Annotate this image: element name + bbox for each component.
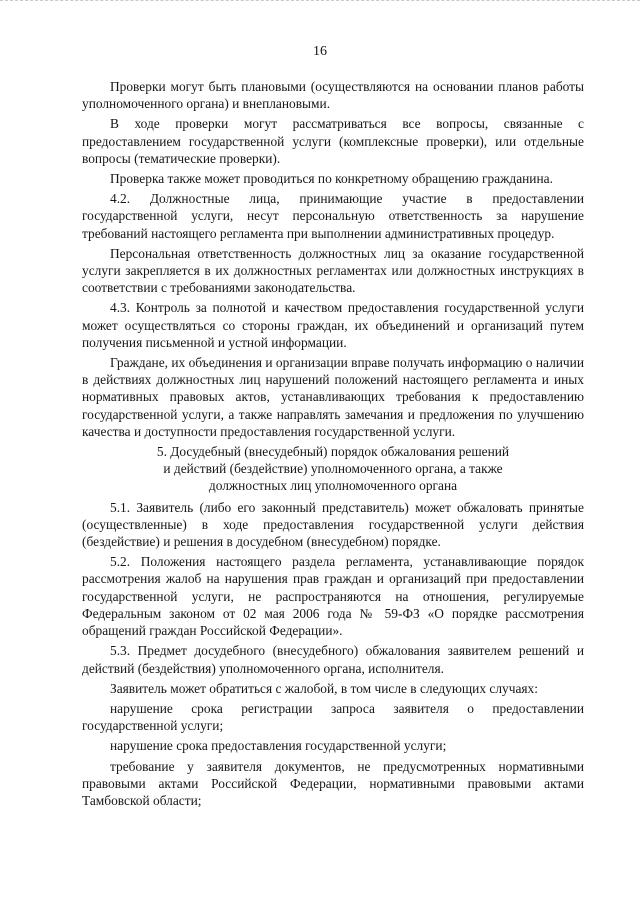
section-title-line: и действий (бездействие) уполномоченного органа, а также <box>163 461 503 477</box>
paragraph: 4.3. Контроль за полнотой и качеством предоставления государственной услуги может осуществляться со стороны граждан, их объединений и организаций путем получения письменной и устной информации. <box>82 300 584 350</box>
list-item: нарушение срока предоставления государственной услуги; <box>110 738 447 754</box>
paragraph: 5.2. Положения настоящего раздела регламента, устанавливающие порядок рассмотрения жалоб на нарушения прав граждан и организаций при предоставлении государственной услуги, не распространяются на отношения, регулируемые Федеральным законом от 02 мая 2006 года № 59-ФЗ «О порядке рассмотрения обращений граждан Российской Федерации». <box>82 554 584 639</box>
page-number: 16 <box>313 44 327 59</box>
paragraph: Проверки могут быть плановыми (осуществляются на основании планов работы уполномоченного органа) и внеплановыми. <box>82 79 584 112</box>
scan-top-edge <box>0 0 640 10</box>
paragraph: Проверка также может проводиться по конкретному обращению гражданина. <box>110 171 553 187</box>
paragraph: 4.2. Должностные лица, принимающие участие в предоставлении государственной услуги, несут персональную ответственность за нарушение требований настоящего регламента при выполнении административных процедур. <box>82 191 584 241</box>
paragraph: 5.1. Заявитель (либо его законный представитель) может обжаловать принятые (осуществленные) в ходе предоставления государственной услуги действия (бездействие) и решения в досудебном (внесудебном) порядке. <box>82 499 584 550</box>
paragraph: В ходе проверки могут рассматриваться все вопросы, связанные с предоставлением государственной услуги (комплексные проверки), или отдельные вопросы (тематические проверки). <box>82 116 584 166</box>
document-body <box>82 78 584 812</box>
section-title-line: 5. Досудебный (внесудебный) порядок обжалования решений <box>156 444 510 460</box>
paragraph: Персональная ответственность должностных лиц за оказание государственной услуги закрепляется в их должностных регламентах или должностных инструкциях в соответствии с требованиями законодательства. <box>82 245 584 296</box>
paragraph: Граждане, их объединения и организации вправе получать информацию о наличии в действиях должностных лиц нарушений положений настоящего регламента и иных нормативных правовых актов, устанавливающих требования к предоставлению государственной услуги, а также направлять замечания и предложения по улучшению качества и доступности предоставления государственной услуги. <box>82 355 584 439</box>
paragraph: Заявитель может обратиться с жалобой, в том числе в следующих случаях: <box>110 680 538 696</box>
paragraph: 5.3. Предмет досудебного (внесудебного) обжалования заявителем решений и действий (бездействия) уполномоченного органа, исполнителя. <box>82 643 584 676</box>
section-title-line: должностных лиц уполномоченного органа <box>208 478 458 494</box>
section-5-title <box>82 443 584 495</box>
list-item: требование у заявителя документов, не предусмотренных нормативными правовыми актами Российской Федерации, нормативными правовыми актами Тамбовской области; <box>82 758 584 808</box>
list-item: нарушение срока регистрации запроса заявителя о предоставлении государственной услуги; <box>82 700 584 734</box>
